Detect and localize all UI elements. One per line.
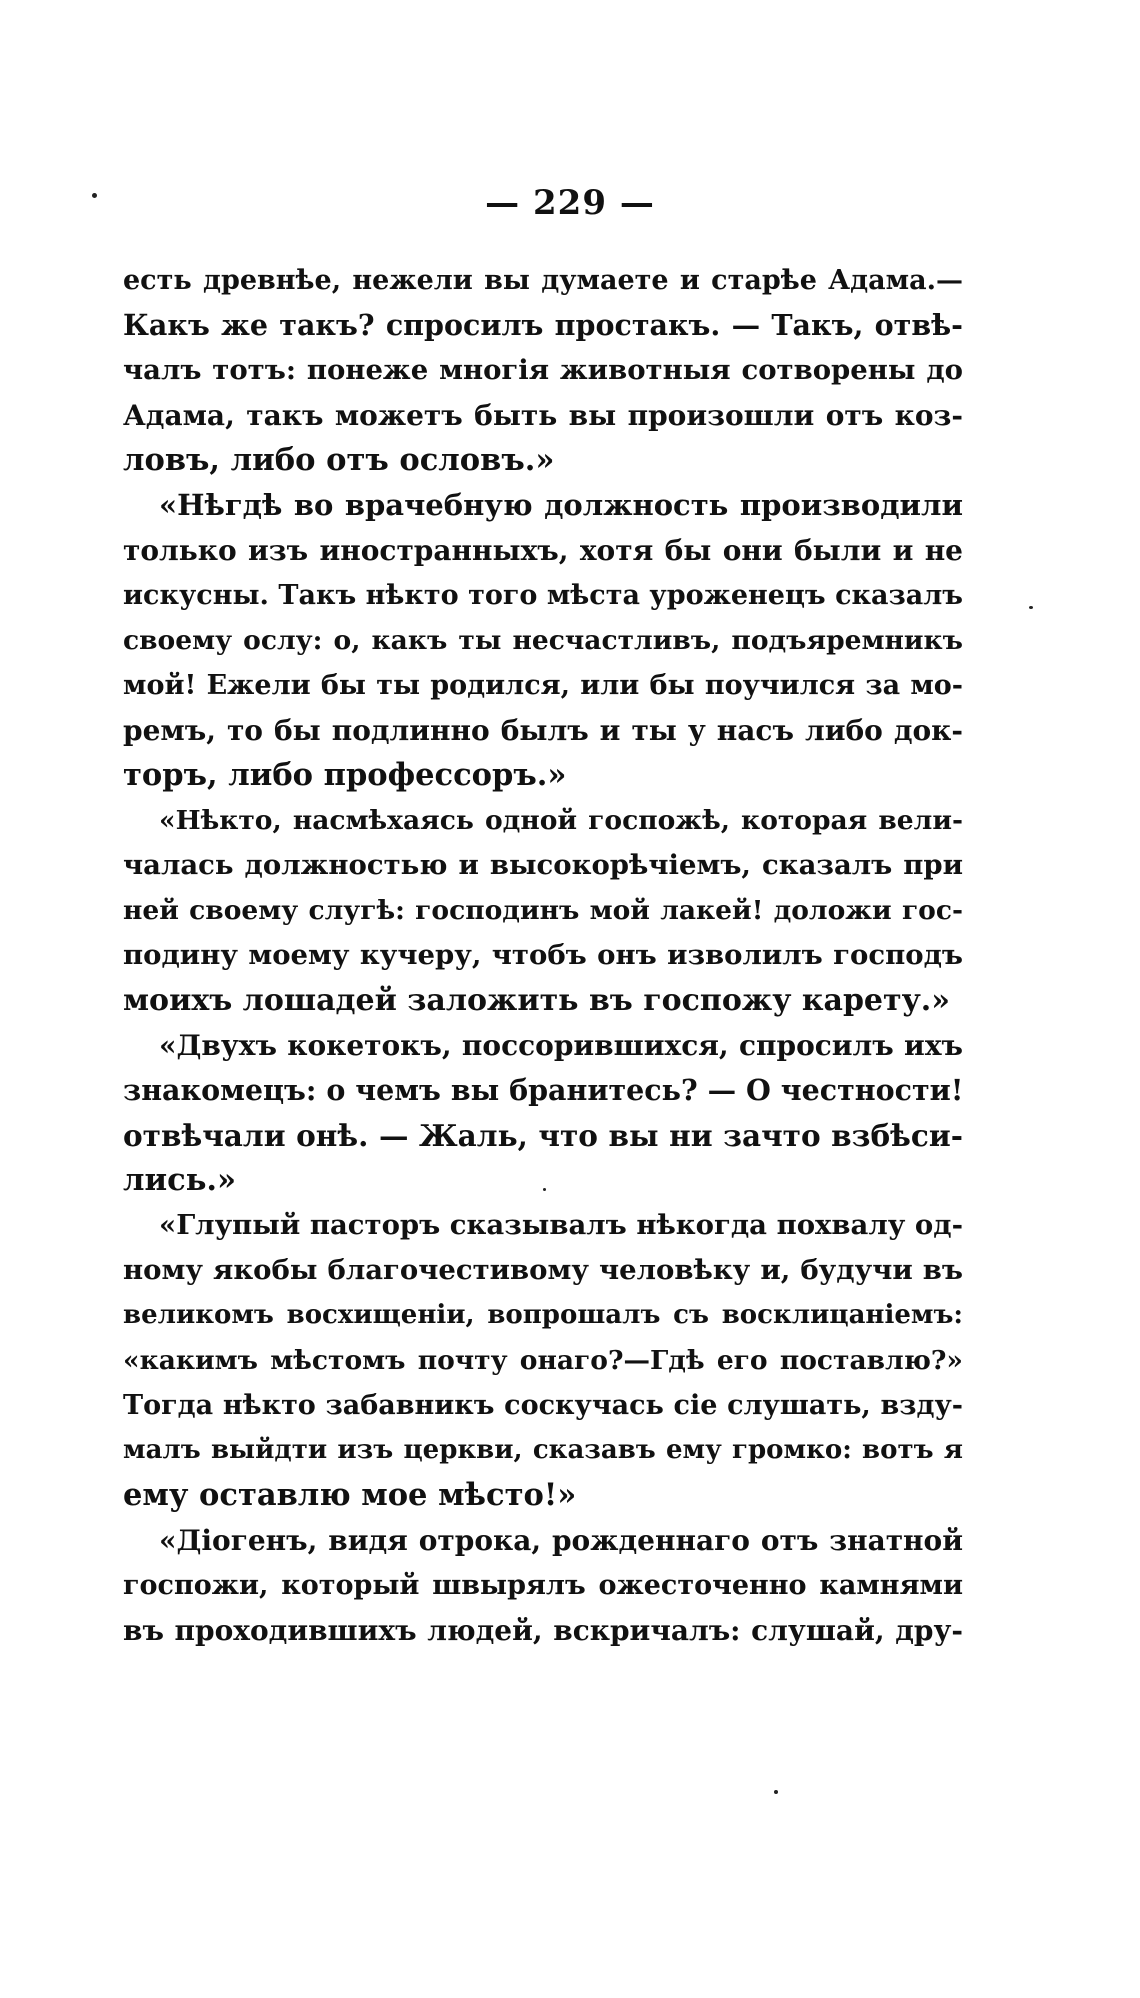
text-line: чалъ тотъ: понеже многія животныя сотворены до [123,354,963,386]
text-line: великомъ восхищеніи, вопрошалъ съ восклицаніемъ: [123,1300,963,1330]
text-line: искусны. Такъ нѣкто того мѣста уроженецъ сказалъ [123,580,963,611]
text-line: знакомецъ: о чемъ вы бранитесь? — О честности! [123,1073,964,1107]
text-line: мой! Ежели бы ты родился, или бы поучился за мо- [123,670,963,701]
text-line: торъ, либо профессоръ.» [123,757,567,793]
text-line: чалась должностью и высокорѣчіемъ, сказалъ при [123,849,963,881]
text-line: ней своему слугѣ: господинъ мой лакей! доложи гос- [123,895,963,926]
text-line: подину моему кучеру, чтобъ онъ изволилъ господъ [123,939,963,971]
text-line: своему ослу: о, какъ ты несчастливъ, подъяремникъ [123,625,963,656]
text-line: «какимъ мѣстомъ почту онаго?—Гдѣ его поставлю?» [123,1345,963,1376]
text-line: ловъ, либо отъ ословъ.» [123,442,555,478]
text-line: Какъ же такъ? спросилъ простакъ. — Такъ, отвѣ- [123,308,963,342]
text-line: «Нѣгдѣ во врачебную должность производили [159,488,963,522]
text-line: «Двухъ кокетокъ, поссорившихся, спросилъ ихъ [159,1029,963,1062]
ink-speck [543,1188,546,1191]
text-line: только изъ иностранныхъ, хотя бы они были и не [123,534,963,567]
text-line: ремъ, то бы подлинно былъ и ты у насъ либо док- [123,714,963,747]
page-number: — 229 — [485,183,655,223]
text-line: «Нѣкто, насмѣхаясь одной госпожѣ, которая вели- [159,805,963,836]
text-line: ему оставлю мое мѣсто!» [123,1477,577,1513]
text-line: въ проходившихъ людей, вскричалъ: слушай, дру- [123,1614,963,1647]
text-line: есть древнѣе, нежели вы думаете и старѣе Адама.— [123,265,963,296]
text-line: «Глупый пасторъ сказывалъ нѣкогда похвалу од- [159,1209,964,1241]
text-line: малъ выйдти изъ церкви, сказавъ ему громко: вотъ я [123,1435,963,1465]
text-line: госпожи, который швырялъ ожесточенно камнями [123,1570,963,1601]
text-line: ному якобы благочестивому человѣку и, будучи въ [123,1254,963,1286]
text-line: отвѣчали онѣ. — Жаль, что вы ни зачто взбѣси- [123,1118,963,1153]
ink-speck [774,1790,778,1794]
text-line: «Діогенъ, видя отрока, рожденнаго отъ знатной [159,1524,963,1557]
text-line: моихъ лошадей заложить въ госпожу карету.» [123,983,950,1018]
ink-speck [92,193,97,198]
text-line: Адама, такъ можетъ быть вы произошли отъ коз- [123,399,963,432]
text-line: Тогда нѣкто забавникъ соскучась сіе слушать, взду- [123,1390,963,1421]
text-line: лись.» [123,1162,237,1198]
body-text [123,258,963,1653]
ink-speck [1029,606,1033,609]
